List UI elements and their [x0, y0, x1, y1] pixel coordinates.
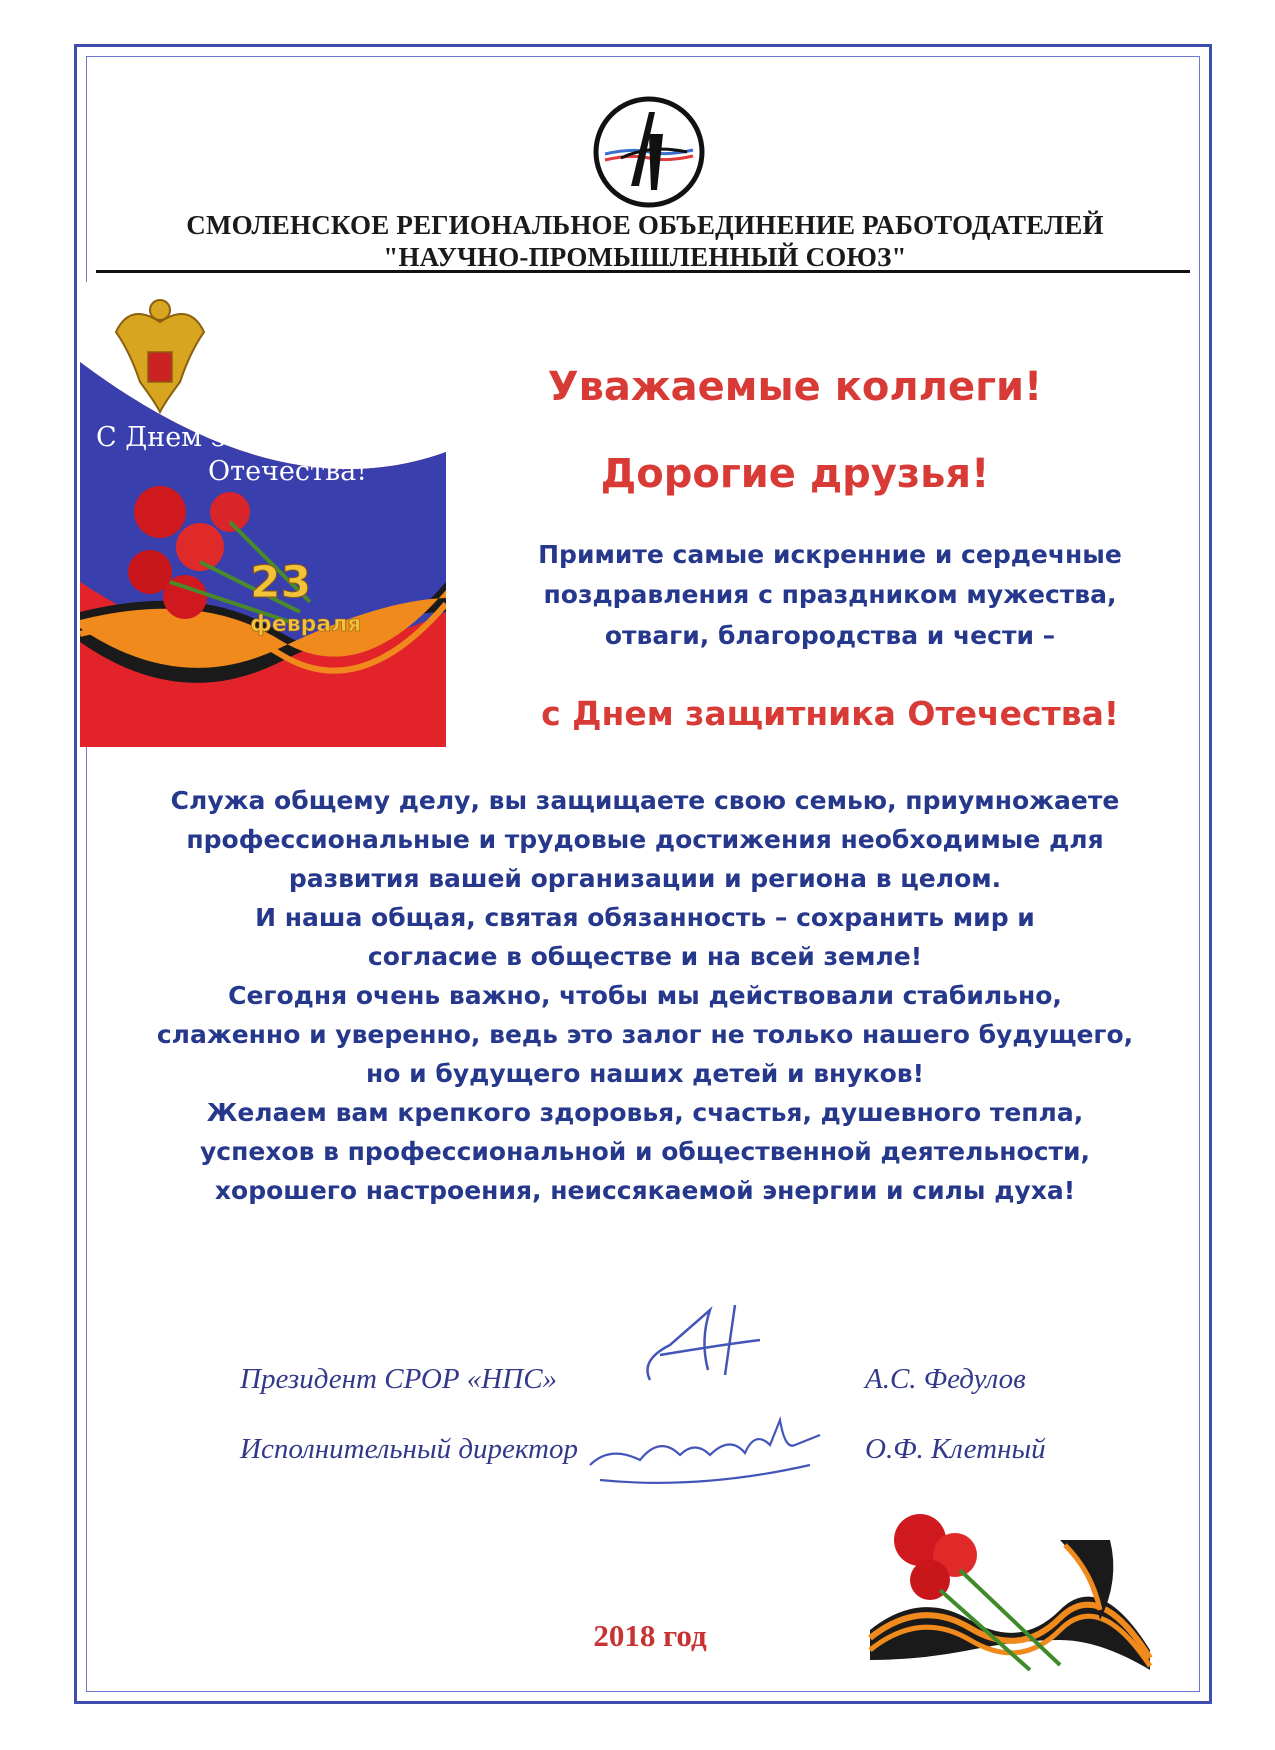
- holiday-card-image: [80, 282, 446, 747]
- president-signature-icon: [630, 1300, 780, 1400]
- card-month: февраля: [250, 612, 362, 637]
- org-name-line2: "НАУЧНО-ПРОМЫШЛЕННЫЙ СОЮЗ": [383, 242, 907, 272]
- greeting-colleagues: Уважаемые коллеги!: [547, 364, 1043, 410]
- body-line: слаженно и уверенно, ведь это залог не только нашего будущего,: [156, 1020, 1134, 1049]
- year-label: 2018 год: [593, 1618, 707, 1653]
- body-line: профессиональные и трудовые достижения необходимые для: [186, 825, 1104, 854]
- director-signature-icon: [580, 1405, 850, 1495]
- president-name: А.С. Федулов: [865, 1363, 1026, 1395]
- card-title-line1: С Днем защитника: [96, 422, 369, 453]
- president-title: Президент СРОР «НПС»: [240, 1363, 558, 1395]
- body-line: И наша общая, святая обязанность – сохранить мир и: [255, 903, 1035, 932]
- body-line: успехов в профессиональной и общественной деятельности,: [199, 1137, 1091, 1166]
- org-name-line1: СМОЛЕНСКОЕ РЕГИОНАЛЬНОЕ ОБЪЕДИНЕНИЕ РАБОТОДАТЕЛЕЙ: [186, 210, 1104, 240]
- holiday-name: с Днем защитника Отечества!: [541, 694, 1119, 733]
- body-line: но и будущего наших детей и внуков!: [366, 1059, 924, 1088]
- union-logo-icon: [591, 94, 707, 210]
- card-day: 23: [250, 557, 312, 608]
- director-name: О.Ф. Клетный: [865, 1433, 1046, 1465]
- body-line: Желаем вам крепкого здоровья, счастья, душевного тепла,: [206, 1098, 1084, 1127]
- body-line: согласие в обществе и на всей земле!: [367, 942, 923, 971]
- greeting-friends: Дорогие друзья!: [600, 451, 990, 497]
- intro-line: отваги, благородства и чести –: [604, 621, 1056, 650]
- body-line: хорошего настроения, неиссякаемой энергии и силы духа!: [214, 1176, 1076, 1205]
- intro-line: поздравления с праздником мужества,: [543, 580, 1117, 609]
- card-title-line2: Отечества!: [208, 456, 368, 487]
- director-title: Исполнительный директор: [240, 1433, 579, 1465]
- body-line: Служа общему делу, вы защищаете свою семью, приумножаете: [170, 786, 1120, 815]
- carnation-ribbon-decoration-icon: [860, 1500, 1160, 1680]
- intro-line: Примите самые искренние и сердечные: [538, 540, 1122, 569]
- body-line: Сегодня очень важно, чтобы мы действовали стабильно,: [228, 981, 1062, 1010]
- body-line: развития вашей организации и региона в целом.: [288, 864, 1002, 893]
- header-divider: [96, 270, 1190, 273]
- card-flag-background: [80, 282, 446, 747]
